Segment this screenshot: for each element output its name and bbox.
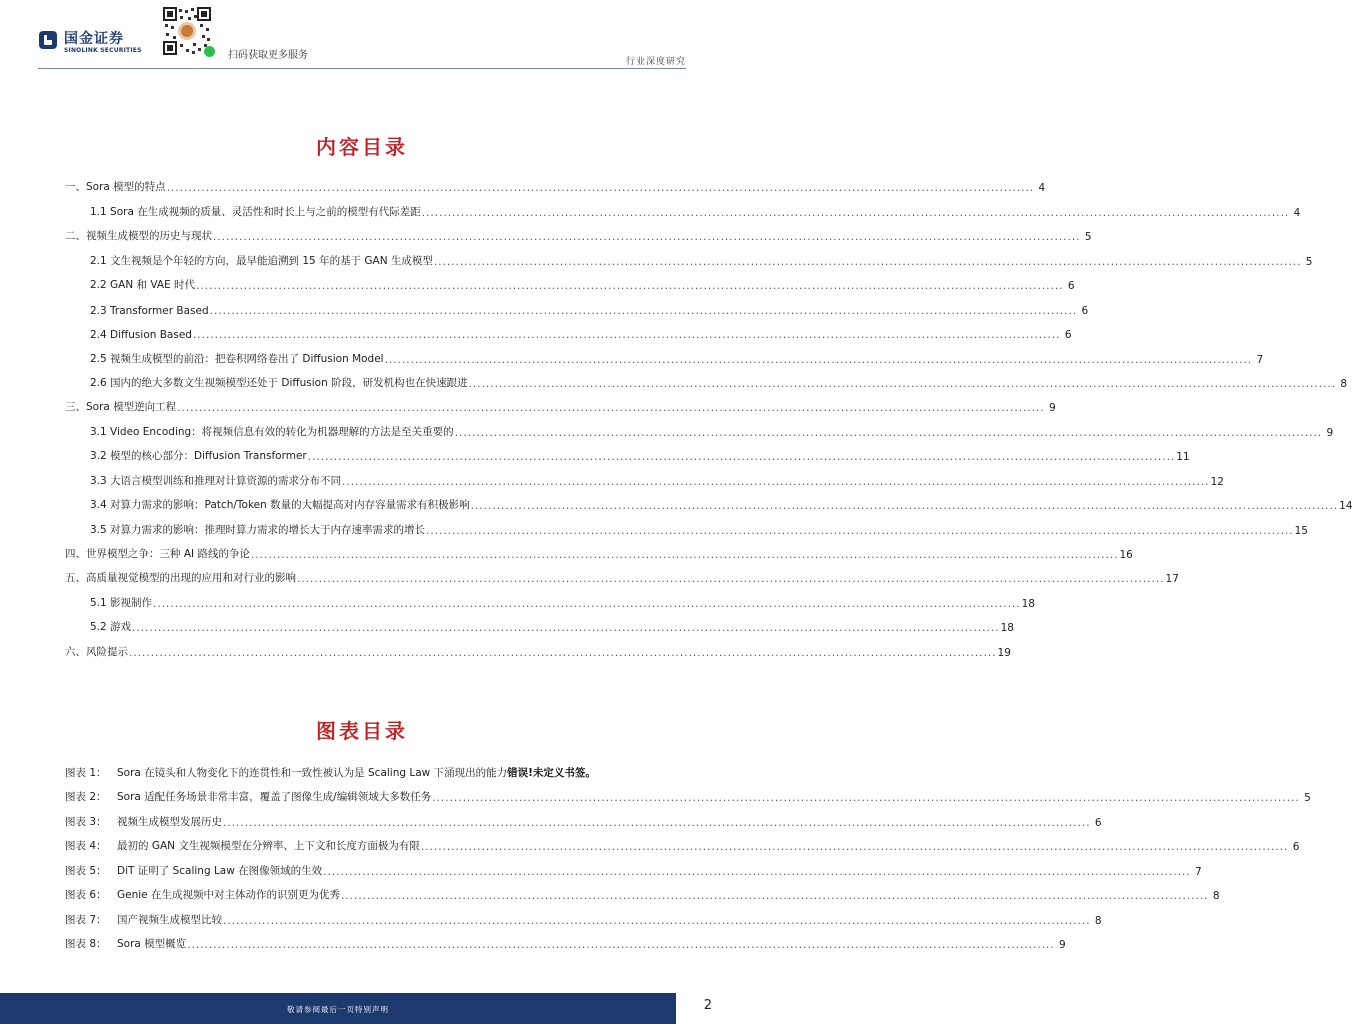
toc-entry-page: 6 (1064, 329, 1072, 342)
list-of-figures (65, 755, 1311, 951)
figure-dot-leader (187, 939, 1055, 951)
page-header (0, 0, 724, 70)
toc-entry[interactable] (65, 634, 1011, 659)
toc-dot-leader (385, 354, 1253, 366)
figure-entry-page: 6 (1292, 841, 1300, 853)
report-type-label: 行业深度研究 (625, 57, 686, 67)
toc-dot-leader (177, 402, 1045, 414)
figure-entry-title: 国产视频生成模型比较 (117, 913, 222, 926)
figure-entry-label: 图表 5： (65, 864, 107, 877)
figure-entry[interactable] (65, 755, 686, 780)
toc-entry-page: 5 (1084, 231, 1092, 244)
toc-dot-leader (193, 329, 1061, 341)
figure-entry-title: Genie 在生成视频中对主体动作的识别更为优秀 (117, 889, 340, 901)
figure-entry[interactable] (65, 804, 1102, 829)
figure-entry-label: 图表 4： (65, 840, 107, 852)
figure-entry-error: 错误!未定义书签。 (507, 766, 596, 779)
toc-entry[interactable] (65, 292, 1089, 317)
toc-entry-title: 2.5 视频生成模型的前沿：把卷积网络卷出了 Diffusion Model (90, 352, 384, 365)
toc-dot-leader (210, 305, 1078, 317)
toc-entry-title: 3.5 对算力需求的影响：推理时算力需求的增长大于内存速率需求的增长 (90, 523, 426, 536)
toc-entry[interactable] (65, 561, 1179, 586)
toc-entry-title: 3.1 Video Encoding：将视频信息有效的转化为机器理解的方法是至关重要的 (90, 425, 454, 438)
toc-dot-leader (251, 549, 1119, 561)
figure-entry[interactable] (65, 829, 1300, 854)
figure-entry-title: 最初的 GAN 文生视频模型在分辨率、上下文和长度方面极为有限 (117, 840, 420, 852)
toc-dot-leader (297, 573, 1165, 585)
toc-entry[interactable] (65, 366, 1348, 390)
toc-dot-leader (422, 207, 1290, 219)
toc-entry-page: 7 (1256, 353, 1264, 366)
figure-entry-label: 图表 7： (65, 913, 107, 926)
toc-entry-title: 5.1 影视制作 (90, 596, 153, 609)
toc-entry-page: 5 (1305, 255, 1313, 268)
sinolink-logo-icon (38, 30, 58, 50)
toc-dot-leader (196, 280, 1064, 292)
wechat-icon (204, 46, 215, 57)
figure-entry-title: DiT 证明了 Scaling Law 在图像领域的生效 (117, 864, 323, 877)
toc-entry[interactable] (65, 537, 1133, 561)
figure-entry-page: 6 (1094, 816, 1102, 829)
figure-dot-leader (223, 817, 1091, 829)
figure-entry-page: 9 (1059, 939, 1066, 951)
page-number: 2 (703, 998, 712, 1013)
toc-dot-leader (213, 231, 1081, 243)
figure-dot-leader (341, 890, 1209, 902)
figure-dot-leader (323, 866, 1191, 878)
figure-entry-label: 图表 8： (65, 938, 107, 950)
figure-entry-page: 8 (1212, 890, 1220, 902)
figure-entry[interactable] (65, 780, 1311, 805)
toc-entry[interactable] (65, 488, 1353, 513)
toc-entry-page: 15 (1294, 524, 1308, 537)
toc-entry[interactable] (65, 439, 1190, 464)
toc-dot-leader (129, 647, 997, 659)
logo-chinese-name: 国金证券 (64, 31, 124, 47)
toc-entry-page: 19 (997, 646, 1011, 659)
figure-entry-label: 图表 6： (65, 889, 107, 901)
toc-entry-page: 8 (1340, 377, 1348, 390)
figure-entry-title: 视频生成模型发展历史 (117, 815, 222, 828)
toc-entry[interactable] (65, 610, 1014, 635)
toc-entry-page: 18 (1000, 622, 1014, 635)
figure-entry-page: 8 (1094, 914, 1102, 927)
toc-entry-page: 12 (1210, 475, 1224, 488)
figure-entry-title: Sora 适配任务场景非常丰富，覆盖了图像生成/编辑领域大多数任务 (117, 791, 432, 803)
figure-entry-title: Sora 在镜头和人物变化下的连贯性和一致性被认为是 Scaling Law 下涌现出的能力 (117, 766, 508, 779)
toc-entry-page: 9 (1326, 426, 1334, 439)
toc-entry-page: 18 (1021, 597, 1035, 610)
toc-entry-page: 9 (1049, 402, 1056, 415)
toc-entry[interactable] (65, 414, 1334, 439)
toc-entry[interactable] (65, 317, 1072, 342)
toc-entry-title: 二、视频生成模型的历史与现状 (65, 230, 212, 243)
toc-entry-title: 三、Sora 模型逆向工程 (65, 401, 177, 414)
toc-entry-page: 17 (1165, 573, 1179, 586)
figure-entry-page: 7 (1195, 865, 1202, 878)
toc-entry[interactable] (65, 463, 1224, 488)
toc-entry-page: 6 (1081, 304, 1089, 317)
toc-dot-leader (132, 622, 1000, 634)
figure-entry-label: 图表 3： (65, 815, 107, 828)
figure-entry-label: 图表 2： (65, 791, 107, 803)
toc-entry-page: 16 (1119, 549, 1133, 561)
toc-title: 内容目录 (316, 135, 408, 159)
toc-entry[interactable] (65, 243, 1313, 268)
toc-entry-title: 2.4 Diffusion Based (90, 329, 192, 342)
figure-entry[interactable] (65, 853, 1202, 878)
toc-entry-title: 1.1 Sora 在生成视频的质量、灵活性和时长上与之前的模型有代际差距 (90, 205, 421, 218)
qr-caption: 扫码获取更多服务 (228, 50, 308, 61)
toc-entry[interactable] (65, 390, 1056, 415)
toc-entry-title: 五、高质量视觉模型的出现的应用和对行业的影响 (65, 572, 296, 585)
toc-entry-title: 2.2 GAN 和 VAE 时代 (90, 279, 196, 292)
toc-dot-leader (434, 256, 1302, 268)
toc-dot-leader (426, 525, 1294, 537)
logo-english-name: SINOLINK SECURITIES (64, 47, 142, 54)
figure-dot-leader (432, 792, 1300, 804)
figures-title: 图表目录 (316, 719, 408, 743)
toc-entry-page: 11 (1176, 451, 1190, 464)
figure-entry[interactable] (65, 902, 1102, 927)
toc-dot-leader (455, 427, 1323, 439)
figure-dot-leader (223, 915, 1091, 927)
footer-disclaimer[interactable]: 敬请参阅最后一页特别声明 (287, 1005, 389, 1014)
toc-dot-leader (342, 476, 1210, 488)
toc-entry-page: 14 (1339, 500, 1353, 513)
toc-dot-leader (308, 451, 1176, 463)
header-divider (38, 68, 686, 69)
toc-entry-title: 3.2 模型的核心部分：Diffusion Transformer (90, 450, 307, 463)
toc-entry-title: 3.4 对算力需求的影响：Patch/Token 数量的大幅提高对内存容量需求有积极影响 (90, 499, 470, 512)
toc-entry-title: 5.2 游戏 (90, 621, 132, 634)
toc-dot-leader (153, 598, 1021, 610)
toc-entry[interactable] (65, 585, 1035, 610)
toc-entry[interactable] (65, 219, 1092, 244)
toc-entry-page: 6 (1067, 280, 1075, 293)
figure-entry-label: 图表 1： (65, 766, 107, 779)
toc-entry-title: 2.6 国内的绝大多数文生视频模型还处于 Diffusion 阶段，研发机构也在快速跟进 (90, 376, 468, 389)
toc-entry-title: 六、风险提示 (65, 645, 128, 658)
toc-entry-title: 一、Sora 模型的特点 (65, 181, 166, 194)
toc-entry-page: 4 (1293, 206, 1301, 219)
figure-dot-leader (421, 841, 1289, 853)
toc-entry-title: 四、世界模型之争：三种 AI 路线的争论 (65, 548, 250, 560)
toc-dot-leader (167, 182, 1035, 194)
table-of-contents (65, 170, 1353, 659)
figure-entry-page: 5 (1304, 792, 1311, 804)
toc-entry-title: 3.3 大语言模型训练和推理对计算资源的需求分布不同 (90, 474, 342, 487)
toc-entry[interactable] (65, 170, 1046, 195)
figure-entry[interactable] (65, 927, 1066, 952)
toc-entry-title: 2.1 文生视频是个年轻的方向，最早能追溯到 15 年的基于 GAN 生成模型 (90, 254, 433, 267)
toc-entry-title: 2.3 Transformer Based (90, 304, 209, 317)
toc-entry-page: 4 (1038, 182, 1046, 195)
figure-entry-title: Sora 模型概览 (117, 938, 187, 950)
toc-entry[interactable] (65, 268, 1075, 293)
toc-entry[interactable] (65, 512, 1308, 537)
toc-entry[interactable] (65, 341, 1264, 366)
toc-entry[interactable] (65, 194, 1301, 219)
toc-dot-leader (471, 500, 1339, 512)
toc-dot-leader (469, 378, 1337, 390)
figure-entry[interactable] (65, 878, 1220, 903)
